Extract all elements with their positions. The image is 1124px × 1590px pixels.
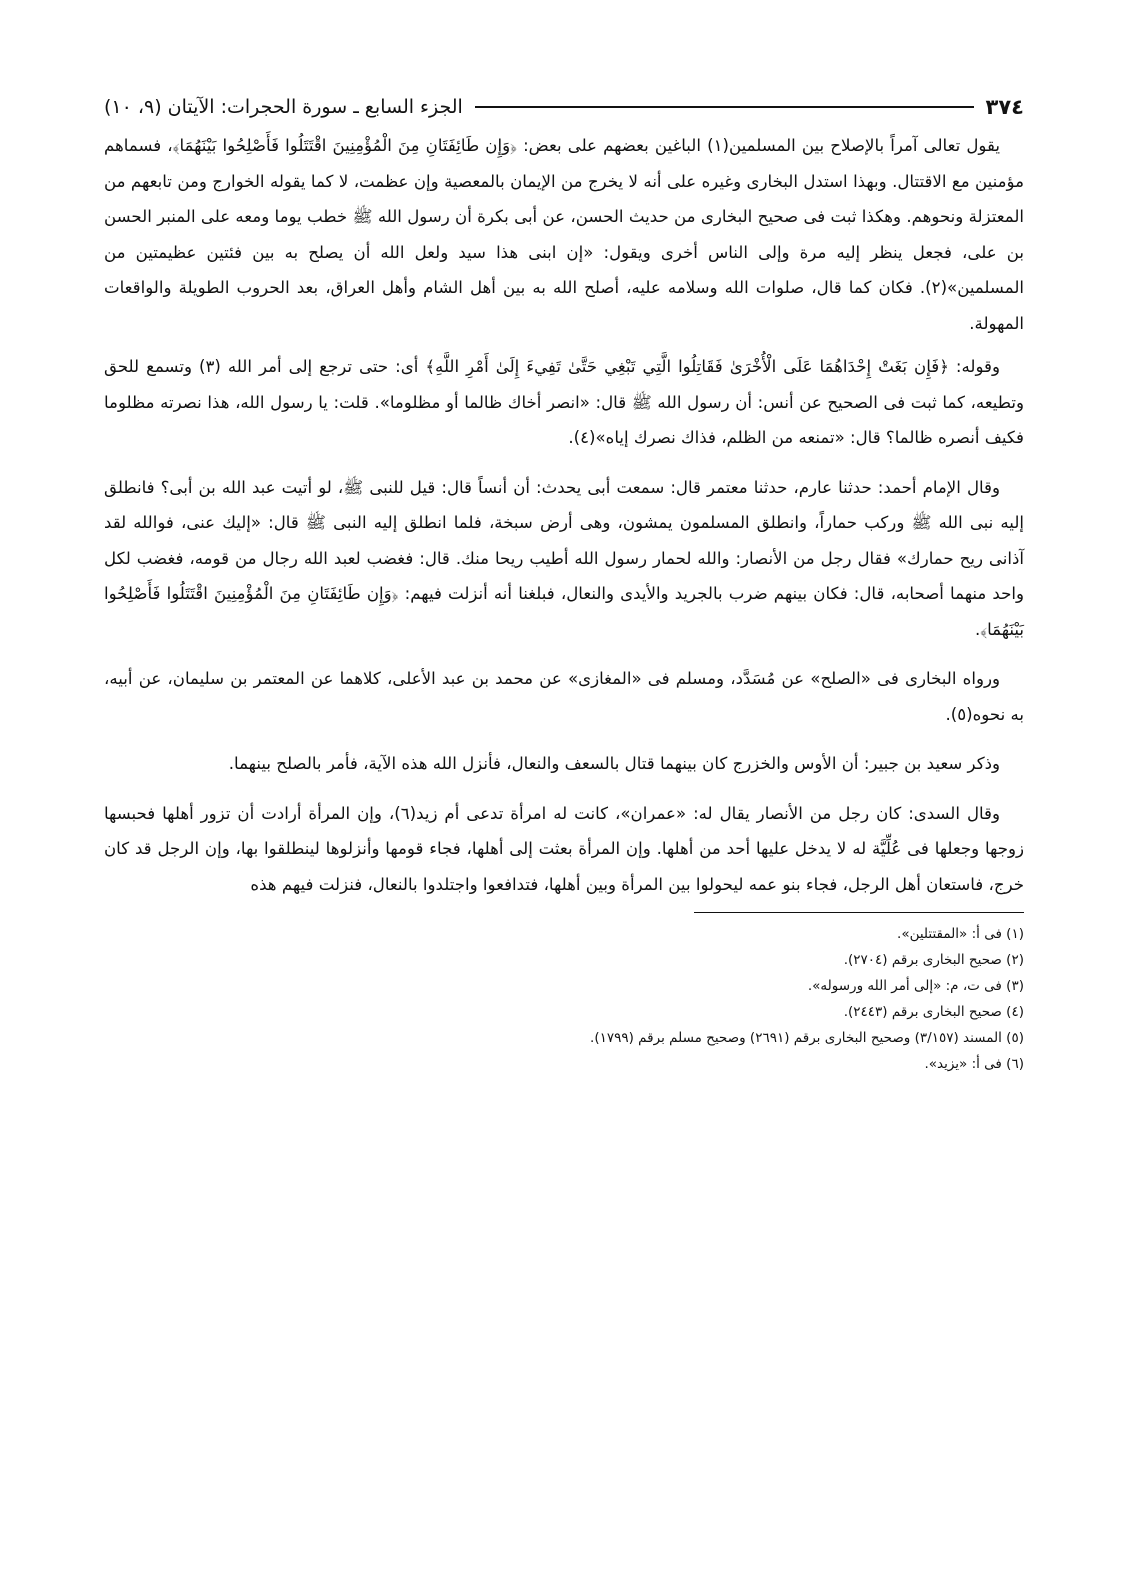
paragraph: وقوله: ﴿فَإِن بَغَتْ إِحْدَاهُمَا عَلَى الْأُخْرَىٰ فَقَاتِلُوا الَّتِي تَبْغِي حَتَّىٰ تَفِيءَ إِلَىٰ أَمْرِ اللَّهِ﴾ أى: حتى ترجع إلى أمر الله (٣) وتسمع للحق وتطيعه، كما ثبت فى الصحيح عن أنس: أن رسول الله ﷺ قال: «انصر أخاك ظالما أو مظلوما». قلت: يا رسول الله، هذا نصرته مظلوما فكيف أنصره ظالما؟ قال: «تمنعه من الظلم، فذاك نصرك إياه»(٤). (104, 357, 1024, 447)
footnote: (٢) صحيح البخارى برقم (٢٧٠٤). (843, 952, 1024, 968)
page-number: ٣٧٤ (985, 95, 1024, 119)
body-text (104, 128, 1024, 902)
paragraph: وقال الإمام أحمد: حدثنا عارم، حدثنا معتمر قال: سمعت أبى يحدث: أن أنساً قال: قيل للنبى ﷺ، لو أتيت عبد الله بن أبى؟ فانطلق إليه نبى الله ﷺ وركب حماراً، وانطلق المسلمون يمشون، وهى أرض سبخة، فلما انطلق إليه النبى ﷺ قال: «إليك عنى، فوالله لقد آذانى ريح حمارك» فقال رجل من الأنصار: والله لحمار رسول الله أطيب ريحا منك. قال: فغضب لعبد الله رجال من قومه، فغضب لكل واحد منهما أصحابه، قال: فكان بينهم ضرب بالجريد والأيدى والنعال، فبلغنا أنه أنزلت فيهم: ﴿وَإِن طَائِفَتَانِ مِنَ الْمُؤْمِنِينَ اقْتَتَلُوا فَأَصْلِحُوا بَيْنَهُمَا﴾. (104, 477, 1024, 639)
footnote: (٦) فى أ: «يزيد». (924, 1056, 1024, 1072)
footnote: (١) فى أ: «المقتتلين». (897, 926, 1024, 942)
footnote: (٥) المسند (٣/١٥٧) وصحيح البخارى برقم (٢٦٩١) وصحيح مسلم برقم (١٧٩٩). (590, 1030, 1024, 1046)
footnote-rule (694, 912, 1024, 913)
paragraph: وذكر سعيد بن جبير: أن الأوس والخزرج كان بينهما قتال بالسعف والنعال، فأنزل الله هذه الآية، فأمر بالصلح بينهما. (228, 754, 1000, 773)
running-header (104, 86, 1024, 128)
paragraph: ورواه البخارى فى «الصلح» عن مُسَدَّد، ومسلم فى «المغازى» عن محمد بن عبد الأعلى، كلاهما عن المعتمر بن سليمان، عن أبيه، به نحوه(٥). (104, 669, 1024, 724)
book-page (104, 86, 1024, 1077)
footnote: (٣) فى ت، م: «إلى أمر الله ورسوله». (807, 978, 1024, 994)
paragraph: وقال السدى: كان رجل من الأنصار يقال له: «عمران»، كانت له امرأة تدعى أم زيد(٦)، وإن المرأة أرادت أن تزور أهلها فحبسها زوجها وجعلها فى عُلِّيَّة له لا يدخل عليها أحد من أهلها. وإن المرأة بعثت إلى أهلها، فجاء قومها وأنزلوها لينطلقوا بها، وإن الرجل قد كان خرج، فاستعان أهل الرجل، فجاء بنو عمه ليحولوا بين المرأة وبين أهلها، فتدافعوا واجتلدوا بالنعال، فنزلت فيهم هذه (104, 803, 1024, 894)
footnotes (104, 921, 1024, 1077)
running-title: الجزء السابع ـ سورة الحجرات: الآيتان (٩، ١٠) (104, 96, 463, 118)
footnote: (٤) صحيح البخارى برقم (٢٤٤٣). (843, 1004, 1024, 1020)
paragraph: يقول تعالى آمراً بالإصلاح بين المسلمين(١) الباغين بعضهم على بعض: ﴿وَإِن طَائِفَتَانِ مِنَ الْمُؤْمِنِينَ اقْتَتَلُوا فَأَصْلِحُوا بَيْنَهُمَا﴾، فسماهم مؤمنين مع الاقتتال. وبهذا استدل البخارى وغيره على أنه لا يخرج من الإيمان بالمعصية وإن عظمت، لا كما يقوله الخوارج ومن تابعهم من المعتزلة ونحوهم. وهكذا ثبت فى صحيح البخارى من حديث الحسن، عن أبى بكرة أن رسول الله ﷺ خطب يوما ومعه على المنبر الحسن بن على، فجعل ينظر إليه مرة وإلى الناس أخرى ويقول: «إن ابنى هذا سيد ولعل الله أن يصلح به بين فئتين عظيمتين من المسلمين»(٢). فكان كما قال، صلوات الله وسلامه عليه، أصلح الله به بين أهل الشام وأهل العراق، بعد الحروب الطويلة والواقعات المهولة. (104, 136, 1024, 333)
header-rule (475, 106, 974, 108)
